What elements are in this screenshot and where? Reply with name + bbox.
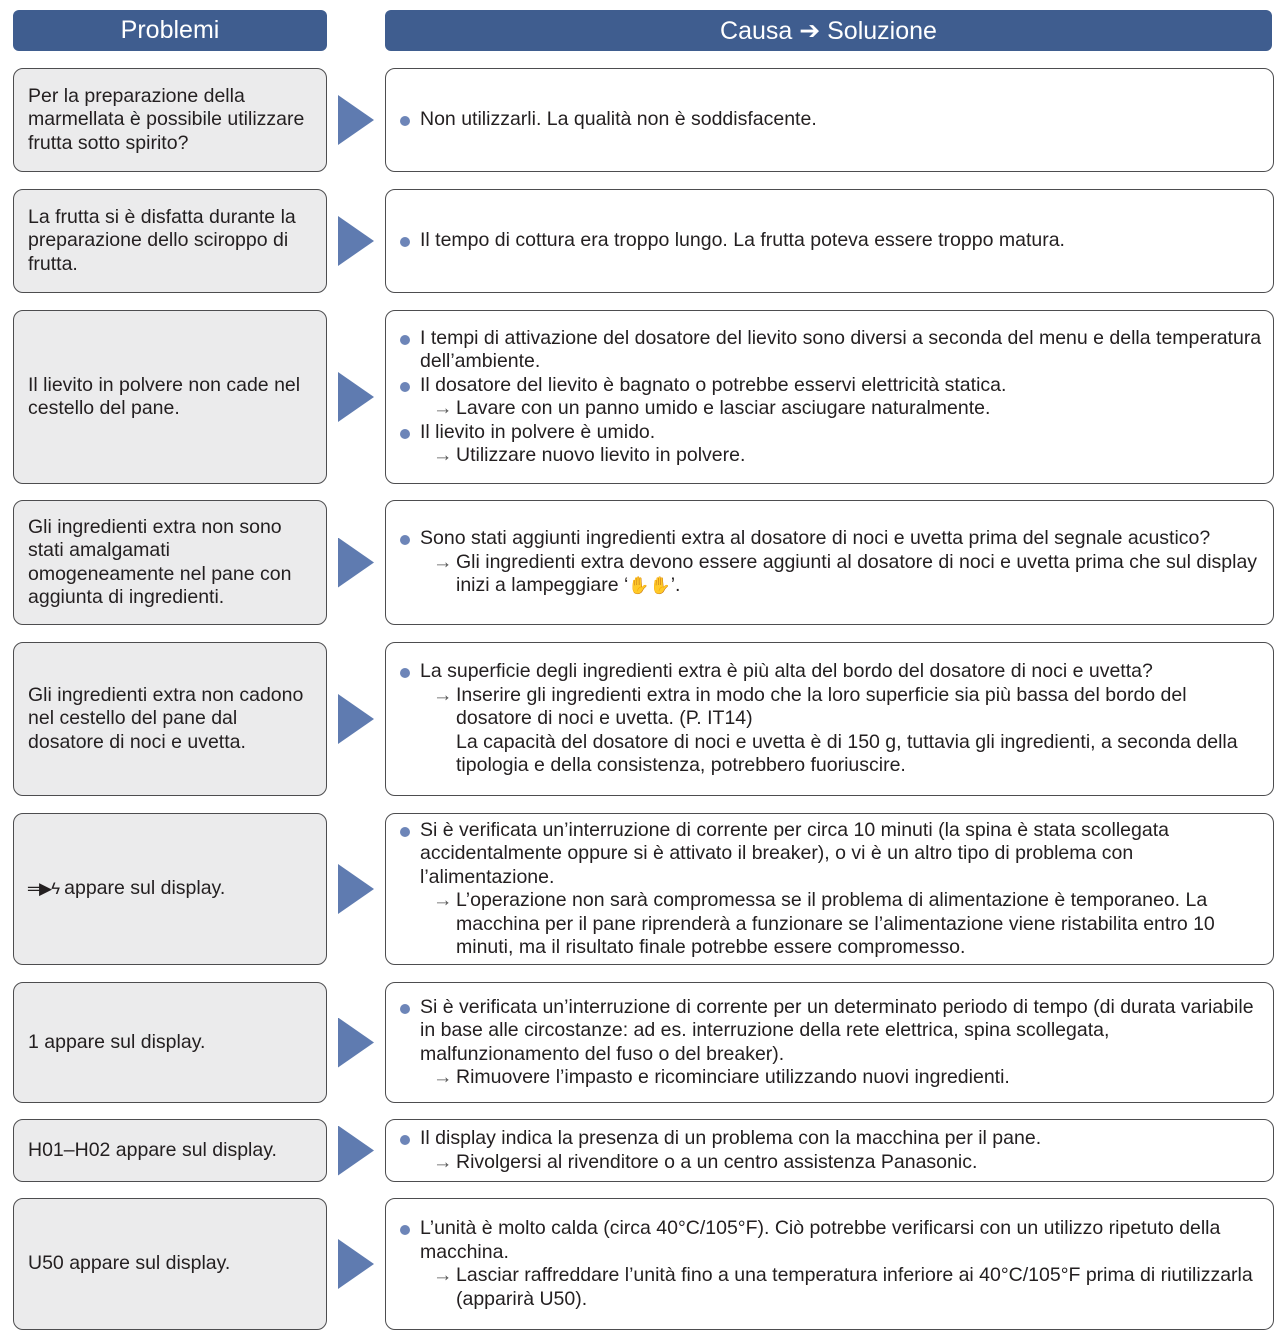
problem-cell (13, 813, 327, 965)
cause-bullet: Il dosatore del lievito è bagnato o potrebbe esservi elettricità statica. (398, 374, 1263, 398)
troubleshoot-row (0, 68, 1276, 172)
solution-text: Utilizzare nuovo lievito in polvere. (456, 444, 746, 466)
troubleshoot-row (0, 1119, 1276, 1182)
arrow-icon: → (433, 444, 453, 466)
solution-cell (385, 500, 1274, 625)
problem-text: H01–H02 appare sul display. (28, 1138, 277, 1161)
troubleshoot-row (0, 310, 1276, 484)
arrow-right-icon (338, 95, 374, 145)
solution-step (398, 444, 1263, 468)
problem-text: La frutta si è disfatta durante la preparazione dello sciroppo di frutta. (28, 205, 296, 275)
arrow-icon: → (433, 1264, 453, 1286)
solution-cell (385, 982, 1274, 1103)
solution-text: L’operazione non sarà compromessa se il problema di alimentazione è temporaneo. La macchina per il pane riprenderà a funzionare se l’alimentazione viene ristabilita entro 10 minuti, ma il risultato finale potrebbe essere compromesso. (456, 889, 1215, 958)
problem-cell (13, 982, 327, 1103)
problem-cell (13, 189, 327, 293)
cause-bullet: L’unità è molto calda (circa 40°C/105°F). Ciò potrebbe verificarsi con un utilizzo ripetuto della macchina. (398, 1217, 1263, 1264)
troubleshoot-row (0, 1198, 1276, 1330)
troubleshoot-row (0, 189, 1276, 293)
cause-bullet: I tempi di attivazione del dosatore del lievito sono diversi a seconda del menu e della temperatura dell’ambiente. (398, 327, 1263, 374)
solution-text: Rimuovere l’impasto e ricominciare utilizzando nuovi ingredienti. (456, 1066, 1010, 1088)
arrow-right-icon (338, 1239, 374, 1289)
hands-icon: ✋✋ (628, 576, 671, 596)
cause-bullet: Sono stati aggiunti ingredienti extra al dosatore di noci e uvetta prima del segnale acustico? (398, 527, 1263, 551)
cause-bullet: Il display indica la presenza di un problema con la macchina per il pane. (398, 1127, 1263, 1151)
solution-cell (385, 1198, 1274, 1330)
problem-text: 1 appare sul display. (28, 1030, 206, 1053)
arrow-right-icon (338, 1126, 374, 1176)
solution-header: Causa ➔ Soluzione (385, 10, 1272, 51)
arrow-icon: → (433, 889, 453, 911)
solution-note: La capacità del dosatore di noci e uvetta è di 150 g, tuttavia gli ingredienti, a seconda della tipologia e della consistenza, potrebbero fuoriuscire. (456, 730, 1238, 777)
problem-cell (13, 642, 327, 796)
problem-cell (13, 1119, 327, 1182)
arrow-icon: → (433, 550, 453, 573)
troubleshoot-row (0, 982, 1276, 1103)
arrow-icon: → (433, 1150, 453, 1173)
arrow-right-icon (338, 694, 374, 744)
arrow-right-icon (338, 216, 374, 266)
arrow-right-icon (338, 372, 374, 422)
solution-cell (385, 310, 1274, 484)
arrow-right-icon (338, 1018, 374, 1068)
problem-cell (13, 1198, 327, 1330)
solution-text: Lavare con un panno umido e lasciar asciugare naturalmente. (456, 397, 991, 419)
solution-text-end: ’. (670, 574, 681, 597)
problem-text: appare sul display. (64, 877, 226, 900)
cause-bullet: La superficie degli ingredienti extra è più alta del bordo del dosatore di noci e uvetta? (398, 660, 1263, 684)
solution-step (398, 889, 1263, 960)
solution-text-start: Gli ingredienti extra devono essere aggiunti al dosatore di noci e uvetta prima che sul display inizi a lampeggiare ‘ (456, 550, 1258, 597)
cause-bullet: Il tempo di cottura era troppo lungo. La frutta poteva essere troppo matura. (398, 229, 1263, 253)
problem-text: Gli ingredienti extra non sono stati amalgamati omogeneamente nel pane con aggiunta di ingredienti. (28, 515, 292, 608)
arrow-icon: → (433, 397, 453, 419)
problem-cell (13, 68, 327, 172)
solution-step (398, 1264, 1263, 1311)
solution-cell (385, 68, 1274, 172)
solution-step (398, 1066, 1263, 1090)
solution-text: Rivolgersi al rivenditore o a un centro assistenza Panasonic. (456, 1150, 978, 1173)
solution-text: Inserire gli ingredienti extra in modo che la loro superficie sia più bassa del bordo del dosatore di noci e uvetta. (P. IT14) (456, 683, 1187, 730)
cause-bullet: Il lievito in polvere è umido. (398, 421, 1263, 445)
problem-text: Per la preparazione della marmellata è possibile utilizzare frutta sotto spirito? (28, 84, 305, 154)
problem-text: Il lievito in polvere non cade nel cestello del pane. (28, 373, 301, 419)
problems-header: Problemi (13, 10, 327, 51)
arrow-right-icon (338, 864, 374, 914)
solution-step (398, 397, 1263, 421)
problem-cell (13, 310, 327, 484)
solution-cell (385, 642, 1274, 796)
solution-step (398, 1151, 1263, 1175)
cause-bullet: Si è verificata un’interruzione di corrente per circa 10 minuti (la spina è stata scollegata accidentalmente oppure si è attivato il breaker), o vi è un altro tipo di problema con l’alimentazione. (398, 819, 1263, 890)
arrow-icon: → (433, 1066, 453, 1088)
troubleshoot-row (0, 813, 1276, 965)
solution-cell (385, 189, 1274, 293)
problem-text: U50 appare sul display. (28, 1252, 231, 1275)
problem-text: Gli ingredienti extra non cadono nel cestello del pane dal dosatore di noci e uvetta. (28, 683, 304, 753)
troubleshoot-row (0, 500, 1276, 625)
solution-cell (385, 813, 1274, 965)
solution-step (398, 684, 1263, 731)
cause-bullet: Non utilizzarli. La qualità non è soddisfacente. (398, 108, 1263, 132)
troubleshoot-row (0, 642, 1276, 796)
plug-power-icon: ═▶ϟ (28, 879, 60, 899)
arrow-icon: → (433, 683, 453, 706)
problem-cell (13, 500, 327, 625)
arrow-right-icon (338, 538, 374, 588)
solution-cell (385, 1119, 1274, 1182)
cause-bullet: Si è verificata un’interruzione di corrente per un determinato periodo di tempo (di durata variabile in base alle circostanze: ad es. interruzione della rete elettrica, spina scollegata, malfunzionamento del fuso o del breaker). (398, 996, 1263, 1067)
solution-step (398, 551, 1263, 598)
solution-text: Lasciar raffreddare l’unità fino a una temperatura inferiore ai 40°C/105°F prima di riutilizzarla (apparirà U50). (456, 1264, 1253, 1310)
